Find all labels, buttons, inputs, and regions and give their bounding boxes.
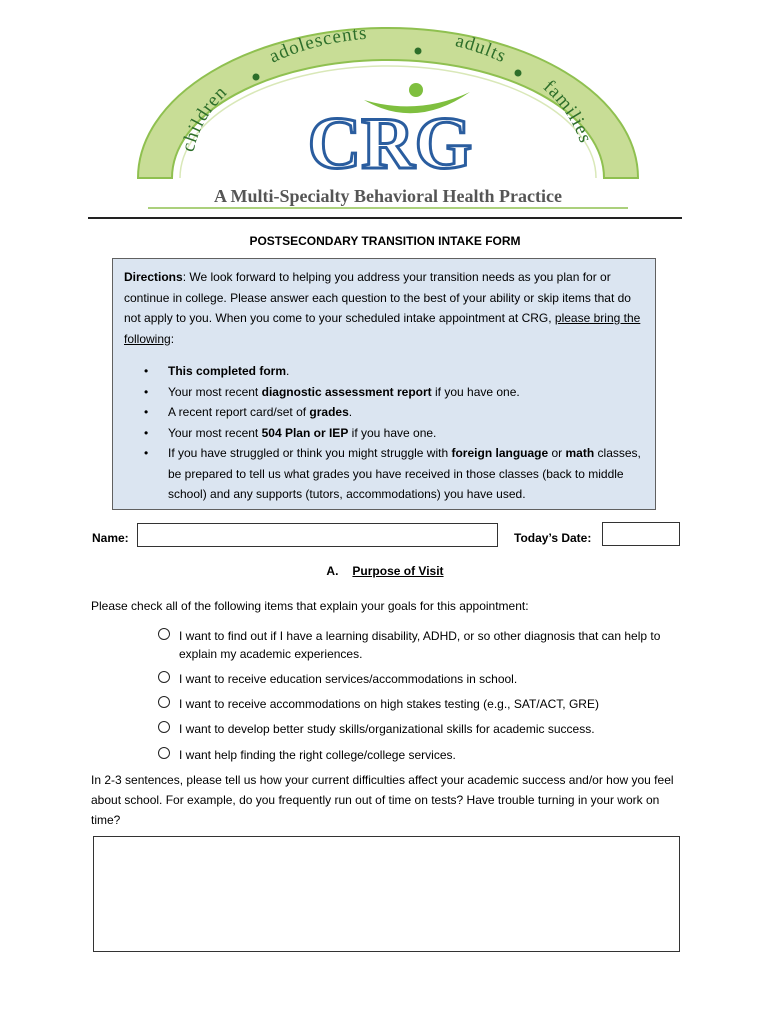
checklist-prompt: Please check all of the following items that explain your goals for this appointment: <box>91 599 529 613</box>
radio-circle-icon[interactable] <box>158 721 170 733</box>
item-text: Your most recent <box>168 425 262 440</box>
arc-word-families: families <box>539 76 597 147</box>
option-label: I want to receive accommodations on high stakes testing (e.g., SAT/ACT, GRE) <box>179 697 599 711</box>
item-text: if you have one. <box>348 425 437 440</box>
radio-circle-icon[interactable] <box>158 696 170 708</box>
crg-logo <box>118 18 658 218</box>
radio-circle-icon[interactable] <box>158 628 170 640</box>
header-divider <box>88 217 682 219</box>
radio-circle-icon[interactable] <box>158 747 170 759</box>
radio-circle-icon[interactable] <box>158 671 170 683</box>
date-label: Today’s Date: <box>514 531 592 545</box>
option-label: I want to develop better study skills/organizational skills for academic success. <box>179 722 595 736</box>
goal-option[interactable] <box>158 627 688 663</box>
arc-word-adults: adults <box>453 30 510 68</box>
option-label: I want to find out if I have a learning disability, ADHD, or so other diagnosis that can help to explain my academic experiences. <box>179 629 661 661</box>
item-text: if you have one. <box>431 384 520 399</box>
item-bold: This completed form <box>168 364 287 378</box>
bullet-icon: • <box>144 446 149 460</box>
option-label: I want to receive education services/accommodations in school. <box>179 672 518 686</box>
bullet-icon: • <box>144 405 149 419</box>
item-text: or <box>548 446 566 460</box>
tagline: A Multi-Specialty Behavioral Health Practice <box>214 186 562 206</box>
directions-box <box>112 258 656 510</box>
arc-word-adolescents: adolescents <box>265 22 369 68</box>
item-text: classes, be prepared to tell us what grades you have received in those classes (back to middle school) and any supports (tutors, accommodations) you have used. <box>168 446 641 501</box>
item-text: . <box>348 405 353 419</box>
directions-label: Directions <box>124 270 183 284</box>
arc-word-children: children <box>177 81 232 154</box>
directions-intro: We look forward to helping you address your transition needs as you plan for or continue in college. Please answer each question to the best of your ability or skip items that do not apply to you. When you come to your scheduled intake appointment at CRG, <box>124 270 631 325</box>
bring-list <box>124 361 645 505</box>
item-bold: math <box>565 446 595 460</box>
difficulties-question: In 2-3 sentences, please tell us how your current difficulties affect your academic success and/or how you feel about school. For example, do you frequently run out of time on tests? Have trouble turning in your work on time? <box>91 773 674 827</box>
separator-dot <box>253 74 260 81</box>
list-item <box>124 382 645 403</box>
name-field[interactable] <box>137 523 498 547</box>
section-letter: A. <box>326 564 339 578</box>
directions-paragraph: Directions: We look forward to helping you address your transition needs as you plan for or continue in college. Please answer each question to the best of your ability or skip items that do not apply to you. When you come to your scheduled intake appointment at CRG, please bring the following: <box>124 270 641 346</box>
name-label: Name: <box>92 531 129 545</box>
option-label: I want help finding the right college/college services. <box>179 748 456 762</box>
list-item <box>124 361 645 382</box>
separator-dot <box>415 48 422 55</box>
item-text: Your most recent <box>168 384 262 399</box>
section-a-heading <box>0 564 770 578</box>
goal-option[interactable] <box>158 695 688 713</box>
brand-name: CRG <box>307 103 473 185</box>
section-title: Purpose of Visit <box>352 564 444 578</box>
difficulties-answer-box[interactable] <box>93 836 680 952</box>
item-text: . <box>286 364 290 378</box>
item-bold: diagnostic assessment report <box>261 384 432 399</box>
bullet-icon: • <box>144 425 149 440</box>
item-text: If you have struggled or think you might struggle with <box>168 446 452 460</box>
list-item <box>124 423 645 444</box>
goal-option[interactable] <box>158 670 688 688</box>
item-text: A recent report card/set of <box>168 405 310 419</box>
item-bold: grades <box>309 405 349 419</box>
item-bold: 504 Plan or IEP <box>261 425 349 440</box>
form-title: POSTSECONDARY TRANSITION INTAKE FORM <box>249 234 521 248</box>
logo-graphic <box>118 18 658 218</box>
bullet-icon: • <box>144 384 149 399</box>
date-field[interactable] <box>602 522 680 546</box>
separator-dot <box>515 70 522 77</box>
directions-underlined: please bring the following <box>124 311 641 346</box>
list-item <box>124 443 645 505</box>
item-bold: foreign language <box>451 446 549 460</box>
bullet-icon: • <box>144 364 149 378</box>
goal-option[interactable] <box>158 720 688 738</box>
list-item <box>124 402 645 423</box>
goal-option[interactable] <box>158 746 688 764</box>
